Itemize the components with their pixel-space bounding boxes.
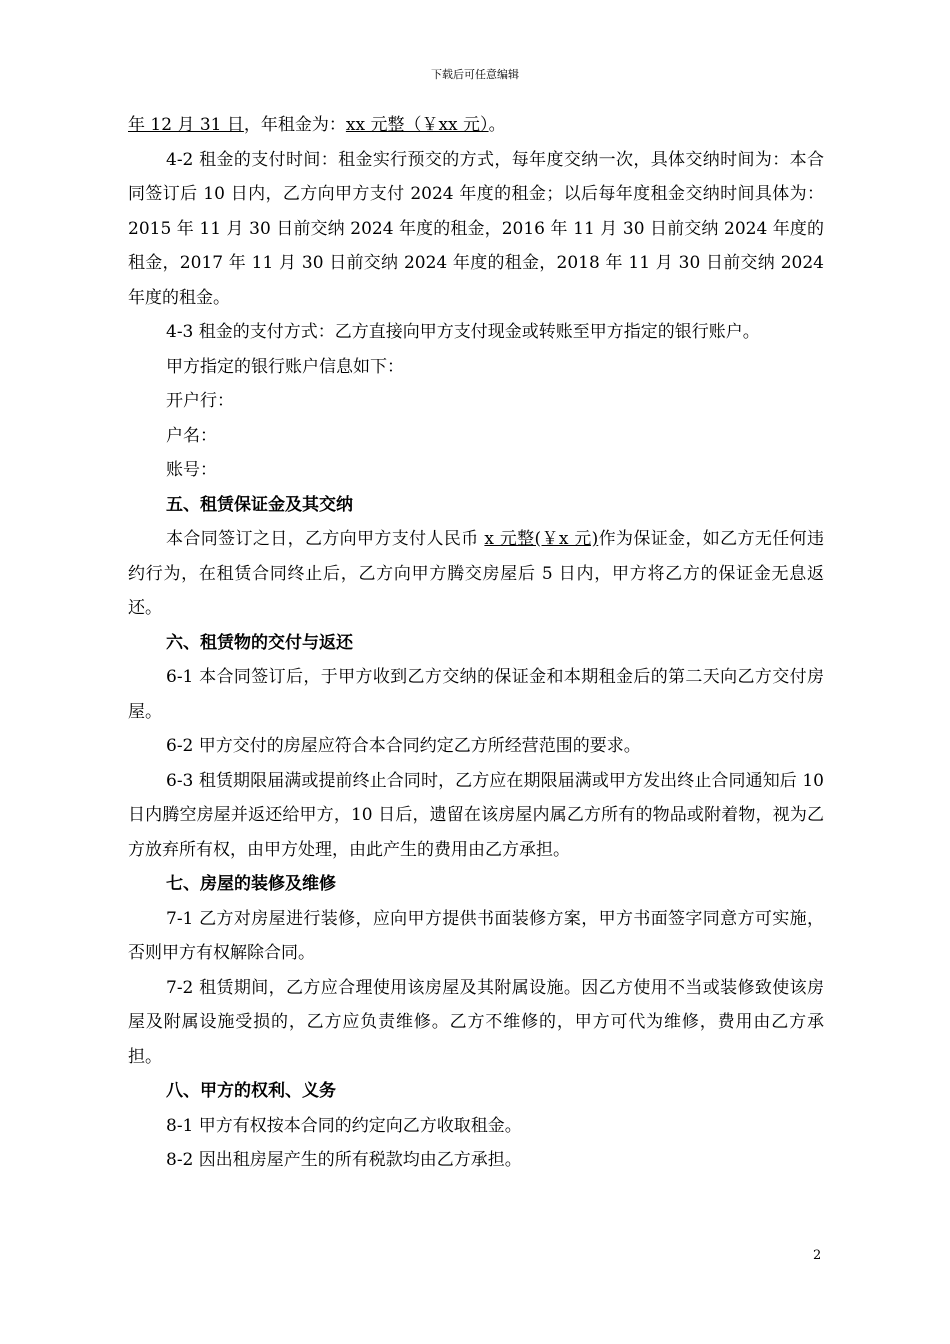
deposit-amount: x 元整(￥x 元)	[484, 529, 599, 549]
clause-6-3: 6-3 租赁期限届满或提前终止合同时，乙方应在期限届满或甲方发出终止合同通知后 10 日内腾空房屋并返还给甲方，10 日后，遗留在该房屋内属乙方所有的物品或附着物，视为乙方放弃所有权，由甲方处理，由此产生的费用由乙方承担。	[128, 770, 824, 860]
deposit-text-2: 作为保证金，如乙方无任何违约行为，在租赁合同终止后，乙方向甲方腾交房屋后 5 日内，甲方将乙方的保证金无息返还。	[128, 529, 825, 618]
lease-end-date: 年 12 月 31 日	[128, 115, 244, 135]
clause-6-2: 6-2 甲方交付的房屋应符合本合同约定乙方所经营范围的要求。	[166, 736, 641, 756]
section-heading-5: 五、租赁保证金及其交纳	[166, 494, 353, 515]
annual-rent-value: xx 元整（￥xx 元）	[345, 115, 489, 135]
clause-8-2: 8-2 因出租房屋产生的所有税款均由乙方承担。	[166, 1150, 522, 1170]
paragraph-rent-amount	[128, 108, 824, 143]
rent-label: ，年租金为：	[243, 115, 346, 135]
page-number: 2	[813, 1248, 822, 1263]
clause-4-3: 4-3 租金的支付方式：乙方直接向甲方支付现金或转账至甲方指定的银行账户。	[166, 322, 760, 342]
account-number-field: 账号：	[166, 460, 217, 480]
section-heading-7: 七、房屋的装修及维修	[166, 874, 336, 894]
section-heading-8: 八、甲方的权利、义务	[166, 1081, 336, 1101]
section-heading-6: 六、租赁物的交付与返还	[166, 632, 353, 653]
deposit-text-1: 本合同签订之日，乙方向甲方支付人民币	[166, 529, 485, 549]
account-name-field: 户名：	[166, 425, 217, 446]
clause-4-2: 4-2 租金的支付时间：租金实行预交的方式，每年度交纳一次，具体交纳时间为：本合同签订后 10 日内，乙方向甲方支付 2024 年度的租金；以后每年度租金交纳时间具体为： 2015 年 11 月 30 日前交纳 2024 年度的租金，2016 年 11 月 30 日前交纳 2024 年度的租金，2017 年 11 月 30 日前交纳 2024 年度的租金，2018 年 11 月 30 日前交纳 2024 年度的租金。	[128, 149, 825, 308]
document-body	[128, 108, 824, 1178]
deposit-paragraph	[128, 522, 824, 626]
rent-period: 。	[488, 115, 506, 135]
page-header: 下载后可任意编辑	[431, 68, 519, 81]
clause-7-2: 7-2 租赁期间，乙方应合理使用该房屋及其附属设施。因乙方使用不当或装修致使该房屋及附属设施受损的，乙方应负责维修。乙方不维修的，甲方可代为维修，费用由乙方承担。	[128, 977, 824, 1067]
clause-6-1: 6-1 本合同签订后，于甲方收到乙方交纳的保证金和本期租金后的第二天向乙方交付房屋。	[128, 667, 824, 722]
bank-name-field: 开户行：	[166, 391, 234, 411]
clause-7-1: 7-1 乙方对房屋进行装修，应向甲方提供书面装修方案，甲方书面签字同意方可实施，否则甲方有权解除合同。	[128, 908, 824, 963]
clause-8-1: 8-1 甲方有权按本合同的约定向乙方收取租金。	[166, 1115, 522, 1136]
bank-info-intro: 甲方指定的银行账户信息如下：	[166, 356, 404, 377]
